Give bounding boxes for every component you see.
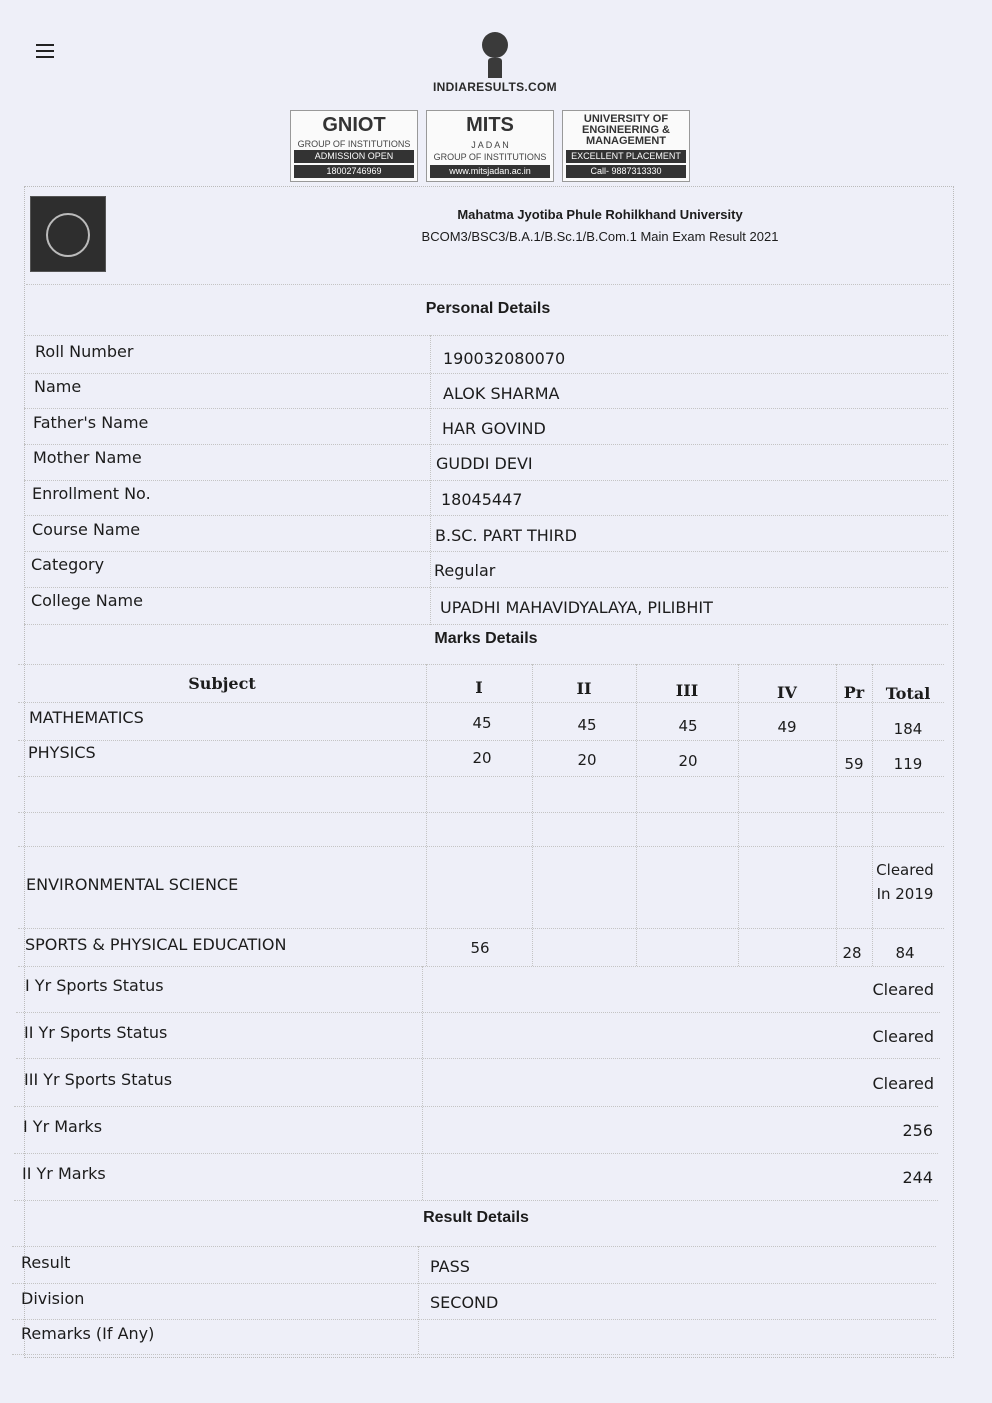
col-header-subject: Subject (188, 674, 256, 693)
col-header-paper-1: I (475, 678, 483, 697)
category-value: Regular (434, 561, 496, 580)
mark-cell: 56 (470, 939, 490, 957)
col-header-practical: Pr (843, 683, 865, 702)
status-label: I Yr Marks (23, 1117, 103, 1136)
subject-name: PHYSICS (28, 743, 96, 762)
name-value: ALOK SHARMA (443, 384, 560, 403)
mark-cell: 45 (678, 717, 698, 735)
college-name-value: UPADHI MAHAVIDYALAYA, PILIBHIT (440, 598, 713, 617)
ad-line1: EXCELLENT PLACEMENT (566, 150, 686, 163)
status-label: III Yr Sports Status (24, 1070, 173, 1089)
roll-number-label: Roll Number (35, 342, 134, 361)
fathers-name-label: Father's Name (33, 413, 149, 432)
status-value: Cleared (872, 980, 934, 999)
roll-number-value: 190032080070 (443, 349, 566, 368)
status-value: Cleared (872, 1027, 934, 1046)
status-value: Cleared (872, 1074, 934, 1093)
status-value: 256 (902, 1121, 933, 1140)
mark-cell: 45 (577, 716, 597, 734)
col-header-paper-3: III (675, 681, 699, 700)
result-details-heading: Result Details (423, 1209, 529, 1226)
ad-line1: GROUP OF INSTITUTIONS (433, 152, 547, 163)
result-value: PASS (430, 1257, 470, 1276)
ad-uem[interactable] (562, 110, 690, 182)
remarks-label: Remarks (If Any) (21, 1324, 155, 1343)
course-name-label: Course Name (32, 520, 141, 539)
logo-figure-body (488, 58, 502, 78)
college-name-label: College Name (31, 591, 143, 610)
mark-cell-total: 119 (893, 755, 923, 773)
status-label: I Yr Sports Status (25, 976, 164, 995)
site-name: INDIARESULTS.COM (433, 80, 557, 94)
mark-cell-total: Cleared In 2019 (876, 861, 934, 903)
marks-details-heading: Marks Details (434, 630, 538, 647)
subject-name: ENVIRONMENTAL SCIENCE (26, 875, 239, 894)
category-label: Category (31, 555, 105, 574)
mark-cell: 49 (777, 718, 797, 736)
ad-line1: ADMISSION OPEN (294, 150, 414, 163)
ad-gniot[interactable] (290, 110, 418, 182)
ad-mits[interactable] (426, 110, 554, 182)
subject-name: MATHEMATICS (29, 708, 144, 727)
mark-cell-total: 84 (895, 944, 915, 962)
menu-icon[interactable] (36, 44, 54, 58)
col-header-paper-4: IV (777, 683, 797, 702)
mark-cell: 20 (472, 749, 492, 767)
mother-name-value: GUDDI DEVI (436, 454, 533, 473)
university-name: Mahatma Jyotiba Phule Rohilkhand University (457, 207, 743, 222)
ad-title: GNIOT (322, 114, 386, 136)
mark-cell-total: 184 (893, 720, 923, 738)
mark-cell: 20 (678, 752, 698, 770)
logo-figure-icon (482, 32, 508, 58)
subject-name: SPORTS & PHYSICAL EDUCATION (25, 935, 287, 954)
ad-line2: Call- 9887313330 (566, 165, 686, 178)
name-label: Name (34, 377, 82, 396)
ad-line2: www.mitsjadan.ac.in (430, 165, 550, 178)
status-label: II Yr Marks (22, 1164, 106, 1183)
fathers-name-value: HAR GOVIND (442, 419, 546, 438)
col-header-total: Total (885, 684, 931, 703)
status-label: II Yr Sports Status (24, 1023, 168, 1042)
ad-line2: 18002746969 (294, 165, 414, 178)
personal-details-heading: Personal Details (425, 300, 551, 317)
mark-cell: 59 (844, 755, 864, 773)
university-seal-icon (30, 196, 106, 272)
ad-title: MITS (466, 114, 514, 136)
mark-cell: 28 (842, 944, 862, 962)
status-value: 244 (902, 1168, 933, 1187)
ad-subtitle: J A D A N (471, 139, 509, 150)
mark-cell: 20 (577, 751, 597, 769)
exam-title: BCOM3/BSC3/B.A.1/B.Sc.1/B.Com.1 Main Exam Result 2021 (421, 229, 779, 244)
mark-cell: 45 (472, 714, 492, 732)
result-label: Result (21, 1253, 71, 1272)
site-logo[interactable] (410, 30, 580, 100)
division-label: Division (21, 1289, 85, 1308)
enrollment-label: Enrollment No. (32, 484, 151, 503)
ad-subtitle: GROUP OF INSTITUTIONS (297, 138, 411, 149)
enrollment-value: 18045447 (441, 490, 523, 509)
division-value: SECOND (430, 1293, 499, 1312)
mother-name-label: Mother Name (33, 448, 142, 467)
course-name-value: B.SC. PART THIRD (435, 526, 577, 545)
col-header-paper-2: II (576, 679, 592, 698)
ad-title: UNIVERSITY OF ENGINEERING & MANAGEMENT (581, 113, 670, 147)
ad-banner-row (290, 110, 690, 184)
